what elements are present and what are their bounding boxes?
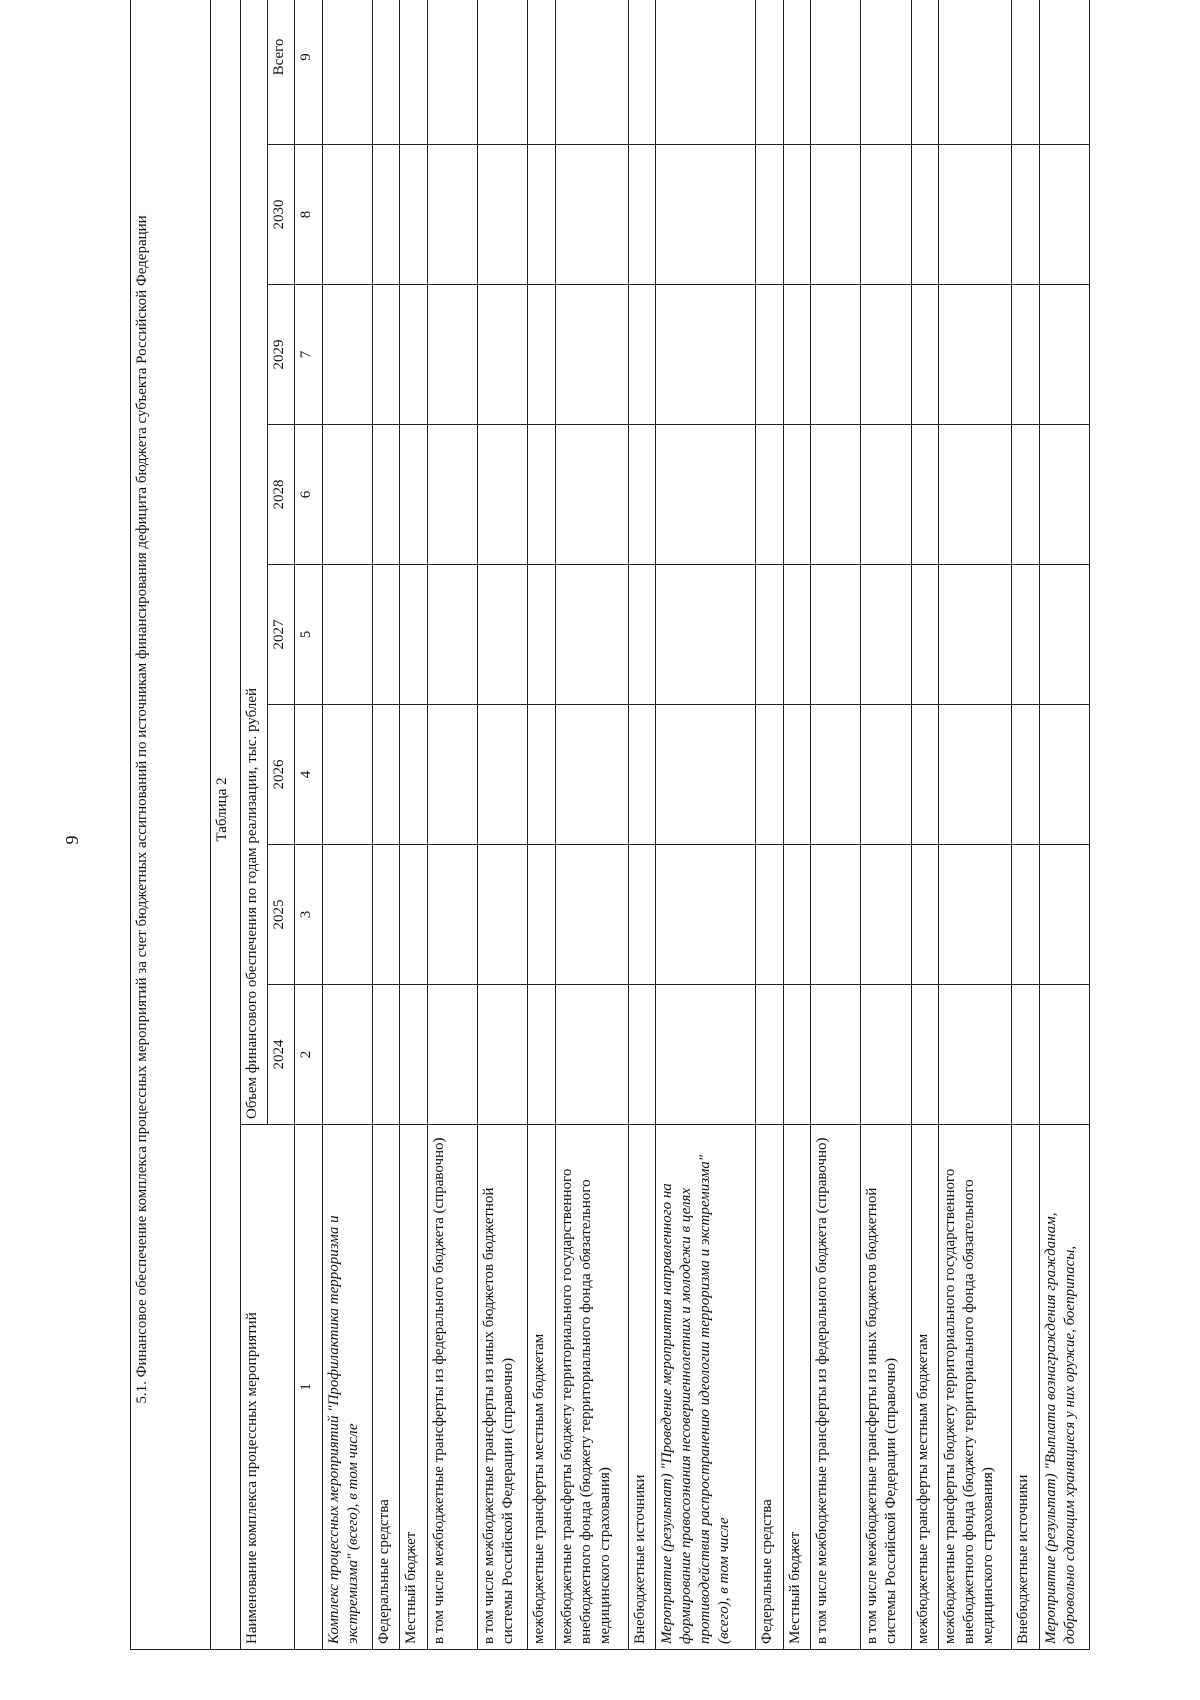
- row-label: межбюджетные трансферты бюджету территориального государственного внебюджетного фонда (бюджету территориального фонда обязательного медицинского страхования): [939, 1125, 1012, 1650]
- value-cell: [1012, 985, 1039, 1125]
- table-row: [628, 0, 655, 1650]
- value-cell: [1039, 285, 1089, 425]
- row-label: в том числе межбюджетные трансферты из федерального бюджета (справочно): [427, 1125, 477, 1650]
- value-cell: [911, 845, 938, 985]
- value-cell: [1012, 845, 1039, 985]
- value-cell: [555, 985, 628, 1125]
- value-cell: [322, 985, 372, 1125]
- value-cell: [400, 145, 427, 285]
- row-label: в том числе межбюджетные трансферты из иных бюджетов бюджетной системы Российской Федерации (справочно): [477, 1125, 527, 1650]
- value-cell: [1012, 0, 1039, 145]
- value-cell: [756, 425, 783, 565]
- value-cell: [372, 845, 399, 985]
- value-cell: [427, 845, 477, 985]
- value-cell: [628, 985, 655, 1125]
- header-year: 2024: [267, 985, 294, 1125]
- row-label: межбюджетные трансферты бюджету территориального государственного внебюджетного фонда (бюджету территориального фонда обязательного медицинского страхования): [555, 1125, 628, 1650]
- column-number: 9: [295, 0, 322, 145]
- value-cell: [861, 845, 911, 985]
- value-cell: [911, 565, 938, 705]
- table-row: [555, 0, 628, 1650]
- value-cell: [528, 845, 555, 985]
- header-year: 2029: [267, 285, 294, 425]
- value-cell: [1039, 845, 1089, 985]
- value-cell: [861, 985, 911, 1125]
- value-cell: [477, 845, 527, 985]
- row-label: Местный бюджет: [400, 1125, 427, 1650]
- value-cell: [811, 565, 861, 705]
- header-year: 2025: [267, 845, 294, 985]
- value-cell: [939, 145, 1012, 285]
- value-cell: [756, 285, 783, 425]
- value-cell: [372, 565, 399, 705]
- value-cell: [811, 985, 861, 1125]
- value-cell: [756, 985, 783, 1125]
- row-label: Мероприятие (результат) "Проведение мероприятия направленного на формирование правосознания несовершеннолетних и молодежи в целях противодействия распространению идеологии терроризма и экстремизма" (всего), в том числе: [656, 1125, 756, 1650]
- value-cell: [555, 285, 628, 425]
- header-year: 2027: [267, 565, 294, 705]
- value-cell: [555, 845, 628, 985]
- value-cell: [811, 0, 861, 145]
- value-cell: [372, 985, 399, 1125]
- value-cell: [477, 285, 527, 425]
- value-cell: [1039, 985, 1089, 1125]
- value-cell: [322, 285, 372, 425]
- value-cell: [861, 0, 911, 145]
- value-cell: [783, 145, 810, 285]
- value-cell: [756, 705, 783, 845]
- header-colnum-row: [295, 0, 322, 1650]
- value-cell: [372, 285, 399, 425]
- value-cell: [756, 145, 783, 285]
- row-label: межбюджетные трансферты местным бюджетам: [911, 1125, 938, 1650]
- value-cell: [911, 705, 938, 845]
- value-cell: [783, 0, 810, 145]
- row-label: межбюджетные трансферты местным бюджетам: [528, 1125, 555, 1650]
- value-cell: [783, 705, 810, 845]
- column-number: 3: [295, 845, 322, 985]
- value-cell: [322, 145, 372, 285]
- header-name: Наименование комплекса процессных мероприятий: [240, 1125, 295, 1650]
- value-cell: [427, 985, 477, 1125]
- column-number: 4: [295, 705, 322, 845]
- header-row-1: [240, 0, 267, 1650]
- value-cell: [628, 285, 655, 425]
- column-number: 6: [295, 425, 322, 565]
- value-cell: [656, 565, 756, 705]
- value-cell: [477, 425, 527, 565]
- value-cell: [528, 565, 555, 705]
- value-cell: [372, 0, 399, 145]
- row-label: в том числе межбюджетные трансферты из федерального бюджета (справочно): [811, 1125, 861, 1650]
- value-cell: [1039, 565, 1089, 705]
- row-label: Мероприятие (результат) "Выплата вознаграждения гражданам, добровольно сдающим хранящиеся у них оружие, боеприпасы,: [1039, 1125, 1089, 1650]
- value-cell: [528, 705, 555, 845]
- value-cell: [656, 0, 756, 145]
- table-row: [528, 0, 555, 1650]
- value-cell: [477, 705, 527, 845]
- value-cell: [322, 0, 372, 145]
- value-cell: [756, 845, 783, 985]
- value-cell: [372, 145, 399, 285]
- value-cell: [1039, 705, 1089, 845]
- column-number: 8: [295, 145, 322, 285]
- value-cell: [783, 285, 810, 425]
- value-cell: [783, 565, 810, 705]
- financing-table: [130, 0, 1090, 1650]
- value-cell: [939, 705, 1012, 845]
- title-row: [131, 0, 211, 1650]
- value-cell: [555, 565, 628, 705]
- row-label: Местный бюджет: [783, 1125, 810, 1650]
- value-cell: [555, 0, 628, 145]
- value-cell: [427, 425, 477, 565]
- value-cell: [628, 425, 655, 565]
- value-cell: [477, 985, 527, 1125]
- value-cell: [400, 425, 427, 565]
- table-row: [1039, 0, 1089, 1650]
- value-cell: [1012, 425, 1039, 565]
- value-cell: [861, 565, 911, 705]
- value-cell: [783, 845, 810, 985]
- value-cell: [811, 145, 861, 285]
- column-number: 5: [295, 565, 322, 705]
- value-cell: [811, 705, 861, 845]
- table-row: [477, 0, 527, 1650]
- value-cell: [322, 565, 372, 705]
- value-cell: [628, 705, 655, 845]
- value-cell: [400, 565, 427, 705]
- column-number: 2: [295, 985, 322, 1125]
- value-cell: [427, 0, 477, 145]
- row-label: Комплекс процессных мероприятий "Профилактика терроризма и экстремизма" (всего), в том числе: [322, 1125, 372, 1650]
- value-cell: [322, 845, 372, 985]
- page-number: 9: [62, 835, 82, 845]
- value-cell: [628, 565, 655, 705]
- value-cell: [911, 425, 938, 565]
- table-row: [811, 0, 861, 1650]
- document-title-continued: Российской Федерации: [134, 215, 150, 364]
- value-cell: [400, 0, 427, 145]
- value-cell: [811, 845, 861, 985]
- table-row: [783, 0, 810, 1650]
- value-cell: [555, 705, 628, 845]
- value-cell: [1012, 145, 1039, 285]
- value-cell: [555, 425, 628, 565]
- value-cell: [528, 985, 555, 1125]
- value-cell: [1039, 145, 1089, 285]
- value-cell: [861, 285, 911, 425]
- value-cell: [322, 705, 372, 845]
- value-cell: [656, 985, 756, 1125]
- table-row: [911, 0, 938, 1650]
- value-cell: [372, 425, 399, 565]
- table-row: [939, 0, 1012, 1650]
- value-cell: [656, 285, 756, 425]
- value-cell: [628, 845, 655, 985]
- header-year: 2026: [267, 705, 294, 845]
- value-cell: [628, 0, 655, 145]
- value-cell: [783, 985, 810, 1125]
- table-row: [861, 0, 911, 1650]
- value-cell: [528, 285, 555, 425]
- value-cell: [939, 985, 1012, 1125]
- value-cell: [656, 845, 756, 985]
- row-label: Внебюджетные источники: [628, 1125, 655, 1650]
- value-cell: [783, 425, 810, 565]
- value-cell: [477, 145, 527, 285]
- value-cell: [911, 285, 938, 425]
- value-cell: [427, 565, 477, 705]
- value-cell: [811, 285, 861, 425]
- table-caption: Таблица 2: [210, 0, 240, 1650]
- column-number: 7: [295, 285, 322, 425]
- table-row: [372, 0, 399, 1650]
- table-row: [756, 0, 783, 1650]
- value-cell: [1039, 0, 1089, 145]
- value-cell: [628, 145, 655, 285]
- row-label: Внебюджетные источники: [1012, 1125, 1039, 1650]
- caption-row: [210, 0, 240, 1650]
- value-cell: [939, 285, 1012, 425]
- value-cell: [400, 985, 427, 1125]
- value-cell: [555, 145, 628, 285]
- header-year: 2030: [267, 145, 294, 285]
- value-cell: [861, 425, 911, 565]
- value-cell: [656, 425, 756, 565]
- rotated-landscape-page: [130, 38, 1090, 1650]
- table-row: [427, 0, 477, 1650]
- value-cell: [861, 145, 911, 285]
- value-cell: [911, 145, 938, 285]
- value-cell: [477, 0, 527, 145]
- value-cell: [911, 0, 938, 145]
- value-cell: [756, 565, 783, 705]
- value-cell: [1039, 425, 1089, 565]
- value-cell: [939, 0, 1012, 145]
- value-cell: [427, 705, 477, 845]
- value-cell: [656, 145, 756, 285]
- value-cell: [427, 145, 477, 285]
- table-row: [1012, 0, 1039, 1650]
- row-label: в том числе межбюджетные трансферты из иных бюджетов бюджетной системы Российской Федерации (справочно): [861, 1125, 911, 1650]
- header-year: 2028: [267, 425, 294, 565]
- value-cell: [861, 705, 911, 845]
- row-label: Федеральные средства: [372, 1125, 399, 1650]
- header-volume: Объем финансового обеспечения по годам реализации, тыс. рублей: [240, 0, 267, 1125]
- table-row: [322, 0, 372, 1650]
- value-cell: [528, 0, 555, 145]
- value-cell: [372, 705, 399, 845]
- column-number: 1: [295, 1125, 322, 1650]
- row-label: Федеральные средства: [756, 1125, 783, 1650]
- value-cell: [427, 285, 477, 425]
- value-cell: [528, 145, 555, 285]
- value-cell: [811, 425, 861, 565]
- table-row: [400, 0, 427, 1650]
- value-cell: [939, 845, 1012, 985]
- value-cell: [1012, 285, 1039, 425]
- value-cell: [939, 565, 1012, 705]
- value-cell: [756, 0, 783, 145]
- value-cell: [400, 705, 427, 845]
- document-title: 5.1. Финансовое обеспечение комплекса процессных мероприятий за счет бюджетных ассигнований по источникам финансирования дефицита бюджета субъекта: [134, 367, 150, 1404]
- value-cell: [400, 845, 427, 985]
- value-cell: [477, 565, 527, 705]
- value-cell: [939, 425, 1012, 565]
- value-cell: [656, 705, 756, 845]
- value-cell: [528, 425, 555, 565]
- value-cell: [911, 985, 938, 1125]
- value-cell: [1012, 565, 1039, 705]
- value-cell: [1012, 705, 1039, 845]
- value-cell: [400, 285, 427, 425]
- value-cell: [322, 425, 372, 565]
- header-year: Всего: [267, 0, 294, 145]
- table-row: [656, 0, 756, 1650]
